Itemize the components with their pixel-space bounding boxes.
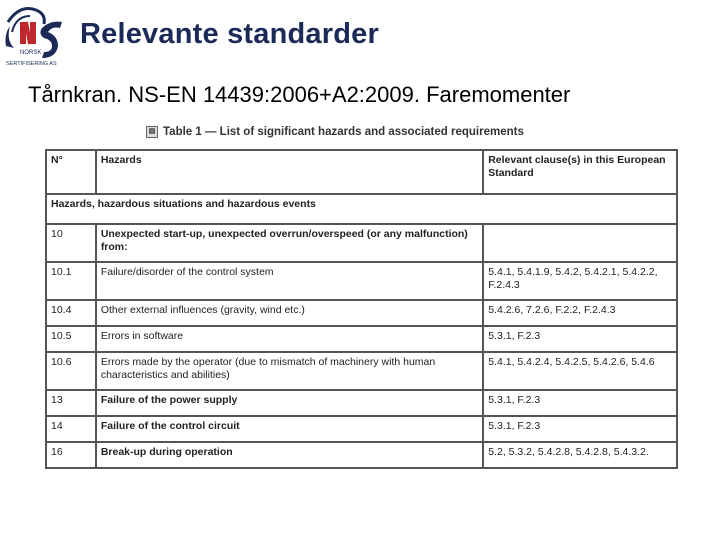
table-header-row (46, 150, 677, 194)
document-icon: ▤ (146, 126, 158, 138)
header-hazards: Hazards (96, 150, 483, 194)
row-clauses: 5.4.1, 5.4.1.9, 5.4.2, 5.4.2.1, 5.4.2.2, F.2.4.3 (483, 262, 677, 300)
table-row (46, 326, 677, 352)
row-no: 10.5 (46, 326, 96, 352)
table-row (46, 352, 677, 390)
row-no: 10.6 (46, 352, 96, 390)
logo-text-line1: NORSK (20, 50, 42, 56)
row-clauses: 5.4.1, 5.4.2.4, 5.4.2.5, 5.4.2.6, 5.4.6 (483, 352, 677, 390)
row-no: 13 (46, 390, 96, 416)
table-row (46, 390, 677, 416)
table-row (46, 442, 677, 468)
header-no: N° (46, 150, 96, 194)
table-section-row (46, 194, 677, 224)
row-clauses (483, 224, 677, 262)
table-row (46, 416, 677, 442)
row-no: 10 (46, 224, 96, 262)
row-hazard: Errors in software (96, 326, 483, 352)
row-hazard: Other external influences (gravity, wind etc.) (96, 300, 483, 326)
hazards-table (45, 149, 678, 469)
row-hazard: Failure of the control circuit (96, 416, 483, 442)
row-hazard: Unexpected start-up, unexpected overrun/overspeed (or any malfunction) from: (96, 224, 483, 262)
row-hazard: Failure of the power supply (96, 390, 483, 416)
logo-text-line2: SERTIFISERING AS (6, 61, 57, 67)
table-row (46, 300, 677, 326)
slide-subtitle: Tårnkran. NS-EN 14439:2006+A2:2009. Faremomenter (28, 82, 571, 107)
header-clauses: Relevant clause(s) in this European Standard (483, 150, 677, 194)
table-caption (146, 126, 524, 138)
row-no: 10.1 (46, 262, 96, 300)
row-hazard: Break-up during operation (96, 442, 483, 468)
row-hazard: Failure/disorder of the control system (96, 262, 483, 300)
row-no: 14 (46, 416, 96, 442)
table-row (46, 262, 677, 300)
row-clauses: 5.3.1, F.2.3 (483, 390, 677, 416)
row-no: 16 (46, 442, 96, 468)
row-no: 10.4 (46, 300, 96, 326)
slide-title: Relevante standarder (80, 18, 379, 50)
norsk-sertifisering-logo (2, 2, 76, 70)
row-hazard: Errors made by the operator (due to mismatch of machinery with human characteristics and abilities) (96, 352, 483, 390)
row-clauses: 5.3.1, F.2.3 (483, 416, 677, 442)
row-clauses: 5.3.1, F.2.3 (483, 326, 677, 352)
row-clauses: 5.2, 5.3.2, 5.4.2.8, 5.4.2.8, 5.4.3.2. (483, 442, 677, 468)
row-clauses: 5.4.2.6, 7.2.6, F.2.2, F.2.4.3 (483, 300, 677, 326)
table-row (46, 224, 677, 262)
table-caption-text: Table 1 — List of significant hazards and associated requirements (163, 126, 524, 138)
section-label: Hazards, hazardous situations and hazardous events (46, 194, 677, 224)
